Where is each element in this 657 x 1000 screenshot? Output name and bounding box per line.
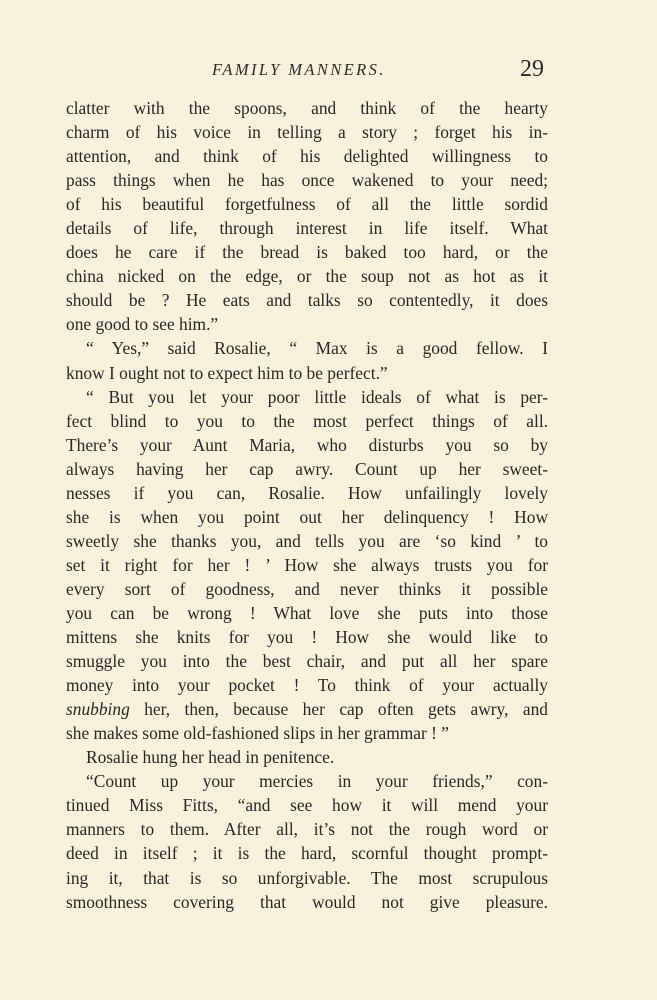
text-line-with-italic (66, 697, 548, 721)
text-line: one good to see him.” (66, 314, 219, 335)
text-line: There’s your Aunt Maria, who disturbs you so by (66, 434, 548, 455)
text-line: “ Yes,” said Rosalie, “ Max is a good fellow. I (86, 338, 548, 359)
text-line: set it right for her ! ’ How she always trusts you for (66, 554, 548, 575)
text-line: china nicked on the edge, or the soup not as hot as it (66, 266, 548, 287)
text-line: know I ought not to expect him to be perfect.” (66, 362, 388, 383)
text-line: nesses if you can, Rosalie. How unfailingly lovely (66, 482, 548, 503)
text-line: ing it, that is so unforgivable. The most scrupulous (66, 867, 548, 888)
text-line: does he care if the bread is baked too hard, or the (66, 242, 548, 263)
text-line: manners to them. After all, it’s not the rough word or (66, 819, 548, 840)
text-line: money into your pocket ! To think of your actually (66, 675, 548, 696)
text-line: attention, and think of his delighted willingness to (66, 146, 548, 167)
running-head (0, 56, 657, 86)
page-number: 29 (520, 56, 544, 82)
text-line: always having her cap awry. Count up her sweet- (66, 458, 548, 479)
text-line: you can be wrong ! What love she puts into those (66, 602, 548, 623)
text-line: clatter with the spoons, and think of the hearty (66, 98, 548, 118)
body-text (66, 96, 548, 914)
text-line: she makes some old-fashioned slips in her grammar ! ” (66, 723, 449, 744)
text-line: she is when you point out her delinquency ! How (66, 506, 548, 527)
text-line: of his beautiful forgetfulness of all the little sordid (66, 194, 548, 215)
text-line: sweetly she thanks you, and tells you are ‘so kind ’ to (66, 530, 548, 551)
text-line: mittens she knits for you ! How she would like to (66, 627, 548, 648)
text-line: deed in itself ; it is the hard, scornful thought prompt- (66, 843, 548, 864)
text-line: details of life, through interest in life itself. What (66, 218, 548, 239)
text-line: charm of his voice in telling a story ; forget his in- (66, 122, 548, 143)
text-line: “ But you let your poor little ideals of what is per- (86, 386, 548, 407)
text-line: tinued Miss Fitts, “and see how it will mend your (66, 795, 548, 816)
text-line: “Count up your mercies in your friends,” con- (86, 771, 548, 792)
text-line: smuggle you into the best chair, and put all her spare (66, 651, 548, 672)
running-title: FAMILY MANNERS. (212, 60, 386, 79)
italic-word: snubbing (66, 699, 130, 720)
text-line: smoothness covering that would not give pleasure. (66, 891, 548, 912)
text-line-rest: her, then, because her cap often gets awry, and (144, 699, 548, 720)
text-line: Rosalie hung her head in penitence. (86, 747, 335, 768)
text-line: every sort of goodness, and never thinks it possible (66, 578, 548, 599)
text-line: should be ? He eats and talks so contentedly, it does (66, 290, 548, 311)
text-line: fect blind to you to the most perfect things of all. (66, 410, 548, 431)
text-line: pass things when he has once wakened to your need; (66, 170, 548, 191)
